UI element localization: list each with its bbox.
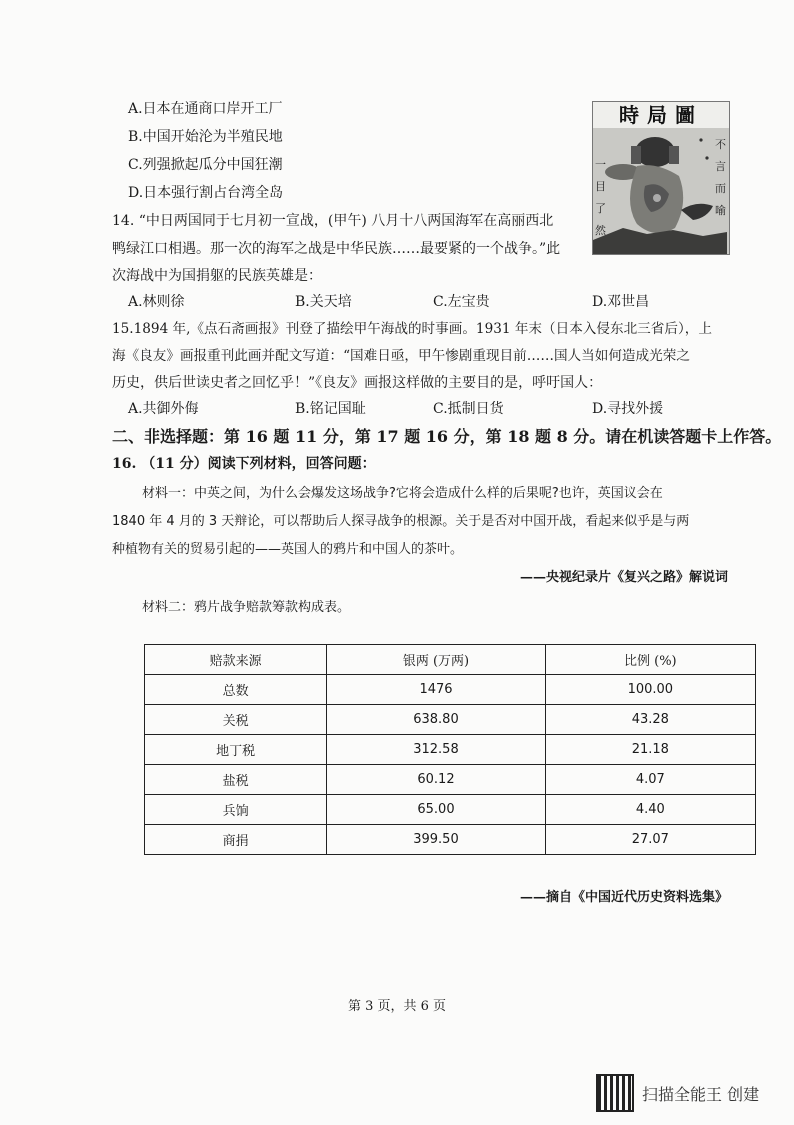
table-cell: 地丁税 <box>145 735 327 765</box>
table-cell: 60.12 <box>327 765 545 795</box>
cartoon-drawing <box>593 102 729 254</box>
table-cell: 盐税 <box>145 765 327 795</box>
table-header-source: 赔款来源 <box>145 645 327 675</box>
table-cell: 21.18 <box>545 735 755 765</box>
material-1-source: ——央视纪录片《复兴之路》解说词 <box>519 570 728 585</box>
watermark-text: 扫描全能王 创建 <box>642 1085 760 1104</box>
q13-option-c: C.列强掀起瓜分中国狂潮 <box>128 157 283 173</box>
table-cell: 关税 <box>145 705 327 735</box>
q13-option-d: D.日本强行割占台湾全岛 <box>128 185 284 201</box>
table-header-ratio: 比例 (%) <box>545 645 755 675</box>
table-cell: 27.07 <box>545 825 755 855</box>
material-1-line-3: 种植物有关的贸易引起的——英国人的鸦片和中国人的茶叶。 <box>112 542 464 557</box>
table-cell: 兵饷 <box>145 795 327 825</box>
table-cell: 商捐 <box>145 825 327 855</box>
page-number: 第 3 页，共 6 页 <box>347 999 447 1014</box>
table-cell: 65.00 <box>327 795 545 825</box>
q15-option-d: D.寻找外援 <box>592 401 664 417</box>
q13-option-a: A.日本在通商口岸开工厂 <box>128 101 283 117</box>
table-row <box>145 735 756 765</box>
cartoon-right-caption: 不言而喻 <box>715 138 726 217</box>
table-source: ——摘自《中国近代历史资料选集》 <box>519 890 728 905</box>
table-cell: 4.40 <box>545 795 755 825</box>
q14-option-a: A.林则徐 <box>128 294 185 310</box>
cartoon-shiju-tu <box>592 101 730 255</box>
table-header-silver: 银两 (万两) <box>327 645 545 675</box>
q15-options <box>128 399 728 419</box>
table-cell: 312.58 <box>327 735 545 765</box>
q14-stem-line-3: 次海战中为国捐躯的民族英雄是： <box>112 268 322 284</box>
q14-option-b: B.关天培 <box>295 294 352 310</box>
q15-stem-line-1: 15.1894 年,《点石斋画报》刊登了描绘甲午海战的时事画。1931 年末（日本入侵东北三省后），上 <box>112 321 712 337</box>
q13-option-b: B.中国开始沦为半殖民地 <box>128 129 283 145</box>
table-row <box>145 705 756 735</box>
q15-stem-line-2: 海《良友》画报重刊此画并配文写道：“国难日亟，甲午惨剧重现目前……国人当如何造成光荣之 <box>112 348 690 364</box>
cartoon-left-caption: 一目了然 <box>595 158 606 237</box>
table-cell: 4.07 <box>545 765 755 795</box>
table-row <box>145 795 756 825</box>
indemnity-table <box>144 644 756 855</box>
q15-option-a: A.共御外侮 <box>128 401 199 417</box>
q14-option-d: D.邓世昌 <box>592 294 650 310</box>
q15-stem-line-3: 历史，供后世读史者之回忆乎！”《良友》画报这样做的主要目的是，呼吁国人： <box>112 375 603 391</box>
table-header-row <box>145 645 756 675</box>
table-cell: 100.00 <box>545 675 755 705</box>
material-1-line-1: 材料一：中英之间，为什么会爆发这场战争?它将会造成什么样的后果呢?也许，英国议会在 <box>142 486 663 501</box>
material-1-line-2: 1840 年 4 月的 3 天辩论，可以帮助后人探寻战争的根源。关于是否对中国开战，看起来似乎是与两 <box>112 514 690 529</box>
q14-stem-line-1: 14. “中日两国同于七月初一宣战，(甲午) 八月十八两国海军在高丽西北 <box>112 213 554 229</box>
table-cell: 638.80 <box>327 705 545 735</box>
q16-stem: 16. （11 分）阅读下列材料，回答问题： <box>112 456 376 472</box>
q14-option-c: C.左宝贵 <box>433 294 490 310</box>
table-cell: 总数 <box>145 675 327 705</box>
table-row <box>145 765 756 795</box>
qr-code-icon <box>596 1074 634 1112</box>
table-cell: 399.50 <box>327 825 545 855</box>
q14-options <box>128 292 728 312</box>
table-row <box>145 825 756 855</box>
table-cell: 43.28 <box>545 705 755 735</box>
q15-option-b: B.铭记国耻 <box>295 401 366 417</box>
q15-option-c: C.抵制日货 <box>433 401 504 417</box>
section-heading-non-choice: 二、非选择题：第 16 题 11 分，第 17 题 16 分，第 18 题 8 分。请在机读答题卡上作答。 <box>112 427 782 446</box>
q14-stem-line-2: 鸭绿江口相遇。那一次的海军之战是中华民族……最要紧的一个战争。”此 <box>112 241 561 257</box>
table-row <box>145 675 756 705</box>
material-2-intro: 材料二：鸦片战争赔款筹款构成表。 <box>142 600 351 615</box>
cartoon-title: 時局圖 <box>593 102 729 128</box>
table-cell: 1476 <box>327 675 545 705</box>
